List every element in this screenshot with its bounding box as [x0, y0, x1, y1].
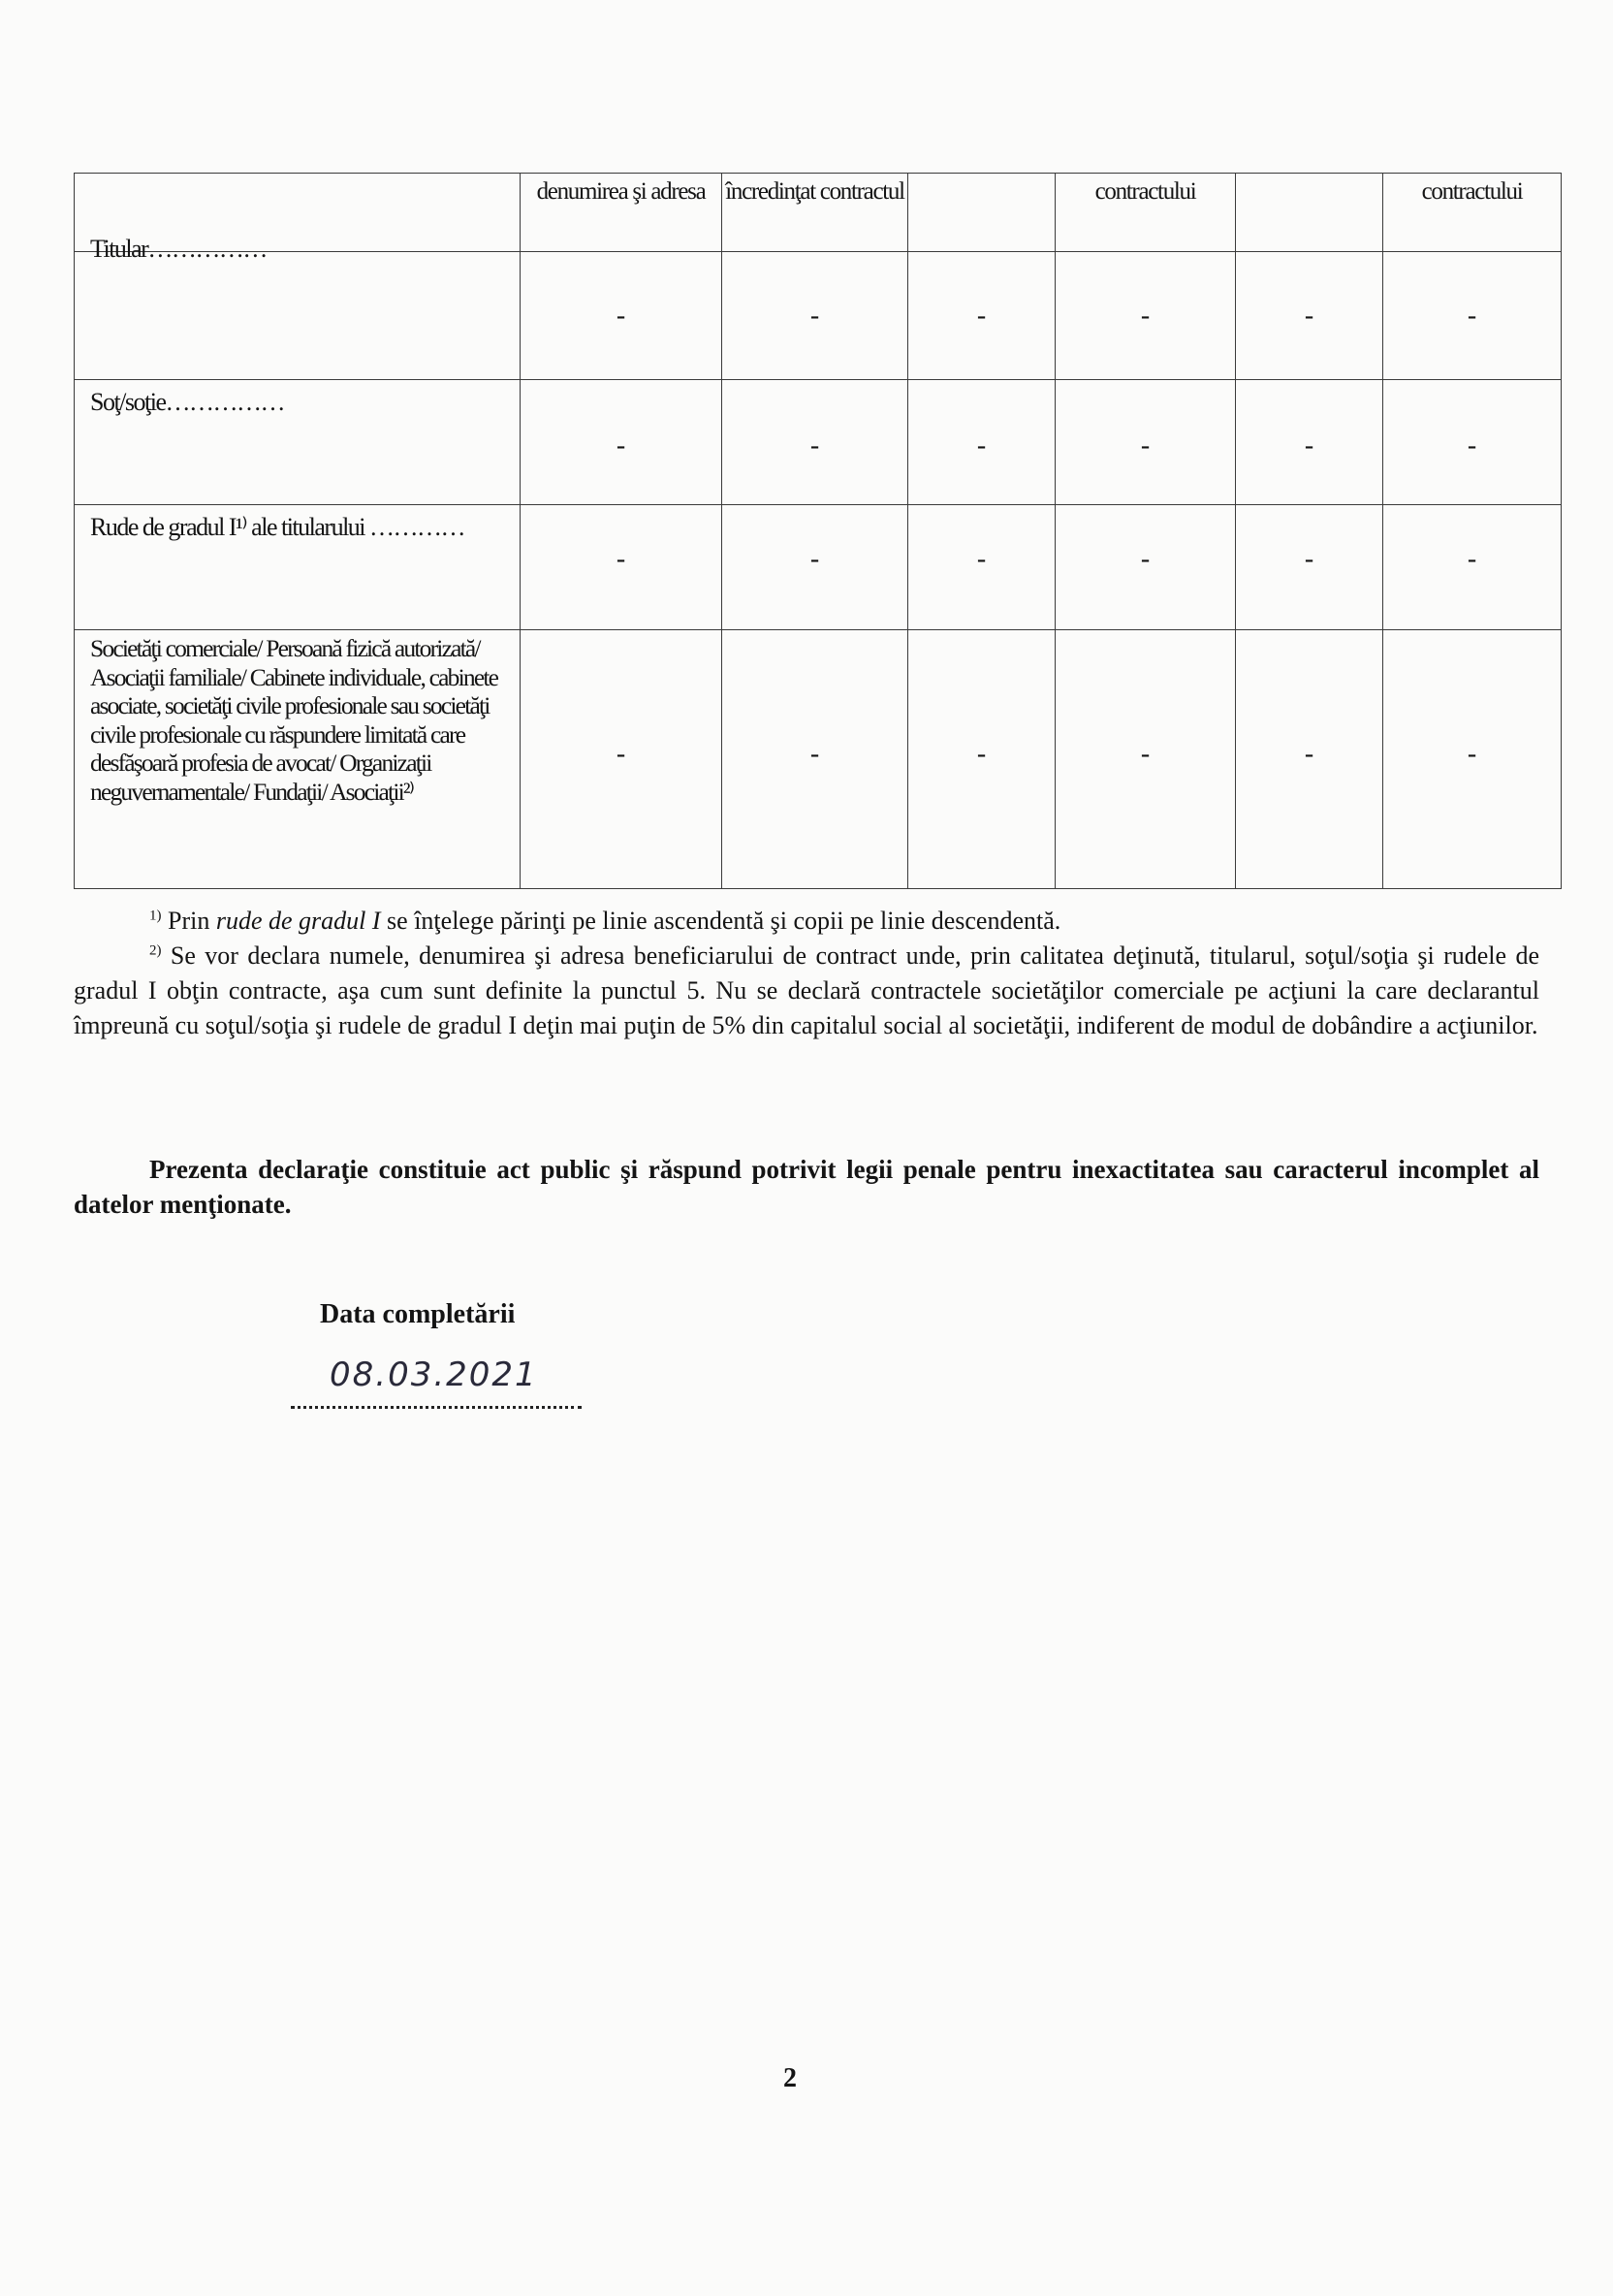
table-cell: - [1304, 430, 1314, 461]
declaration-statement: Prezenta declaraţie constituie act public şi răspund potrivit legii penale pentru inexactitatea sau caracterul incomplet al datelor menţionate. [74, 1155, 1539, 1219]
footnote-1 [74, 904, 1539, 939]
table-cell: - [1467, 301, 1477, 331]
table-cell: - [1304, 544, 1314, 574]
row-label-text: Titular…………… [90, 235, 267, 263]
table-row [75, 252, 1562, 380]
table-cell: - [1140, 430, 1151, 461]
table-row [75, 505, 1562, 630]
table-header-cell: încredinţat contractul [722, 174, 908, 252]
row-label-text: Rude de gradul I¹⁾ ale titularului ………… [90, 513, 465, 541]
declaration-table [74, 173, 1562, 889]
footnote-marker: 2) [149, 942, 162, 959]
table-cell: - [976, 544, 987, 574]
table-header-cell: contractului [1056, 174, 1236, 252]
table-row [75, 630, 1562, 889]
table-cell: - [1467, 430, 1477, 461]
date-label: Data completării [320, 1299, 516, 1329]
row-label [75, 630, 521, 889]
row-label-text: Societăţi comerciale/ Persoană fizică autorizată/ Asociaţii familiale/ Cabinete individuale, cabinete asociate, societăţi civile profesionale sau societăţi civile profesionale cu răspundere limitată care desfăşoară profesia de avocat/ Organizaţii neguvernamentale/ Fundaţii/ Asociaţii²⁾ [90, 634, 498, 806]
table-cell: - [1304, 739, 1314, 769]
footnote-text: Se vor declara numele, denumirea şi adresa beneficiarului de contract unde, prin calitatea deţinută, titularul, soţul/soţia şi rudele de gradul I obţin contracte, aşa cum sunt definite la punctul 5. Nu se declară contractele societăţilor comerciale pe acţiuni la care declarantul împreună cu soţul/soţia şi rudele de gradul I deţin mai puţin de 5% din capitalul social al societăţii, indiferent de modul de dobândire a acţiunilor. [74, 941, 1539, 1039]
footnote-text: Prin [168, 907, 216, 935]
table-cell: - [1467, 739, 1477, 769]
row-label [75, 380, 521, 505]
table-row [75, 380, 1562, 505]
table-cell: - [616, 301, 626, 331]
table-header-cell [908, 174, 1056, 252]
table-cell: - [616, 544, 626, 574]
table-header-cell [1236, 174, 1383, 252]
table-header-cell: denumirea şi adresa [521, 174, 722, 252]
footnote-marker: 1) [149, 908, 162, 924]
footnotes [74, 904, 1539, 1043]
table-cell: - [976, 430, 987, 461]
footnote-text: se înţelege părinţi pe linie ascendentă şi copii pe linie descendentă. [380, 907, 1061, 935]
table-cell: - [809, 301, 820, 331]
table-cell: - [616, 739, 626, 769]
table-cell: - [616, 430, 626, 461]
footnote-2 [74, 939, 1539, 1043]
table-cell: - [976, 301, 987, 331]
table-cell: - [1140, 739, 1151, 769]
row-label [75, 505, 521, 630]
table-cell: - [976, 739, 987, 769]
table-cell: - [809, 739, 820, 769]
table-cell: - [1467, 544, 1477, 574]
table-cell: - [809, 544, 820, 574]
table-cell: - [809, 430, 820, 461]
row-label [75, 235, 521, 380]
footnote-italic-term: rude de gradul I [215, 907, 381, 935]
table-header-row [75, 174, 1562, 252]
table-cell: - [1304, 301, 1314, 331]
page-number: 2 [783, 2063, 797, 2093]
handwritten-date: 08.03.2021 [330, 1355, 538, 1394]
table-cell: - [1140, 544, 1151, 574]
table-cell: - [1140, 301, 1151, 331]
table-header-cell: contractului [1383, 174, 1562, 252]
row-label-text: Soţ/soţie…………… [90, 388, 285, 416]
